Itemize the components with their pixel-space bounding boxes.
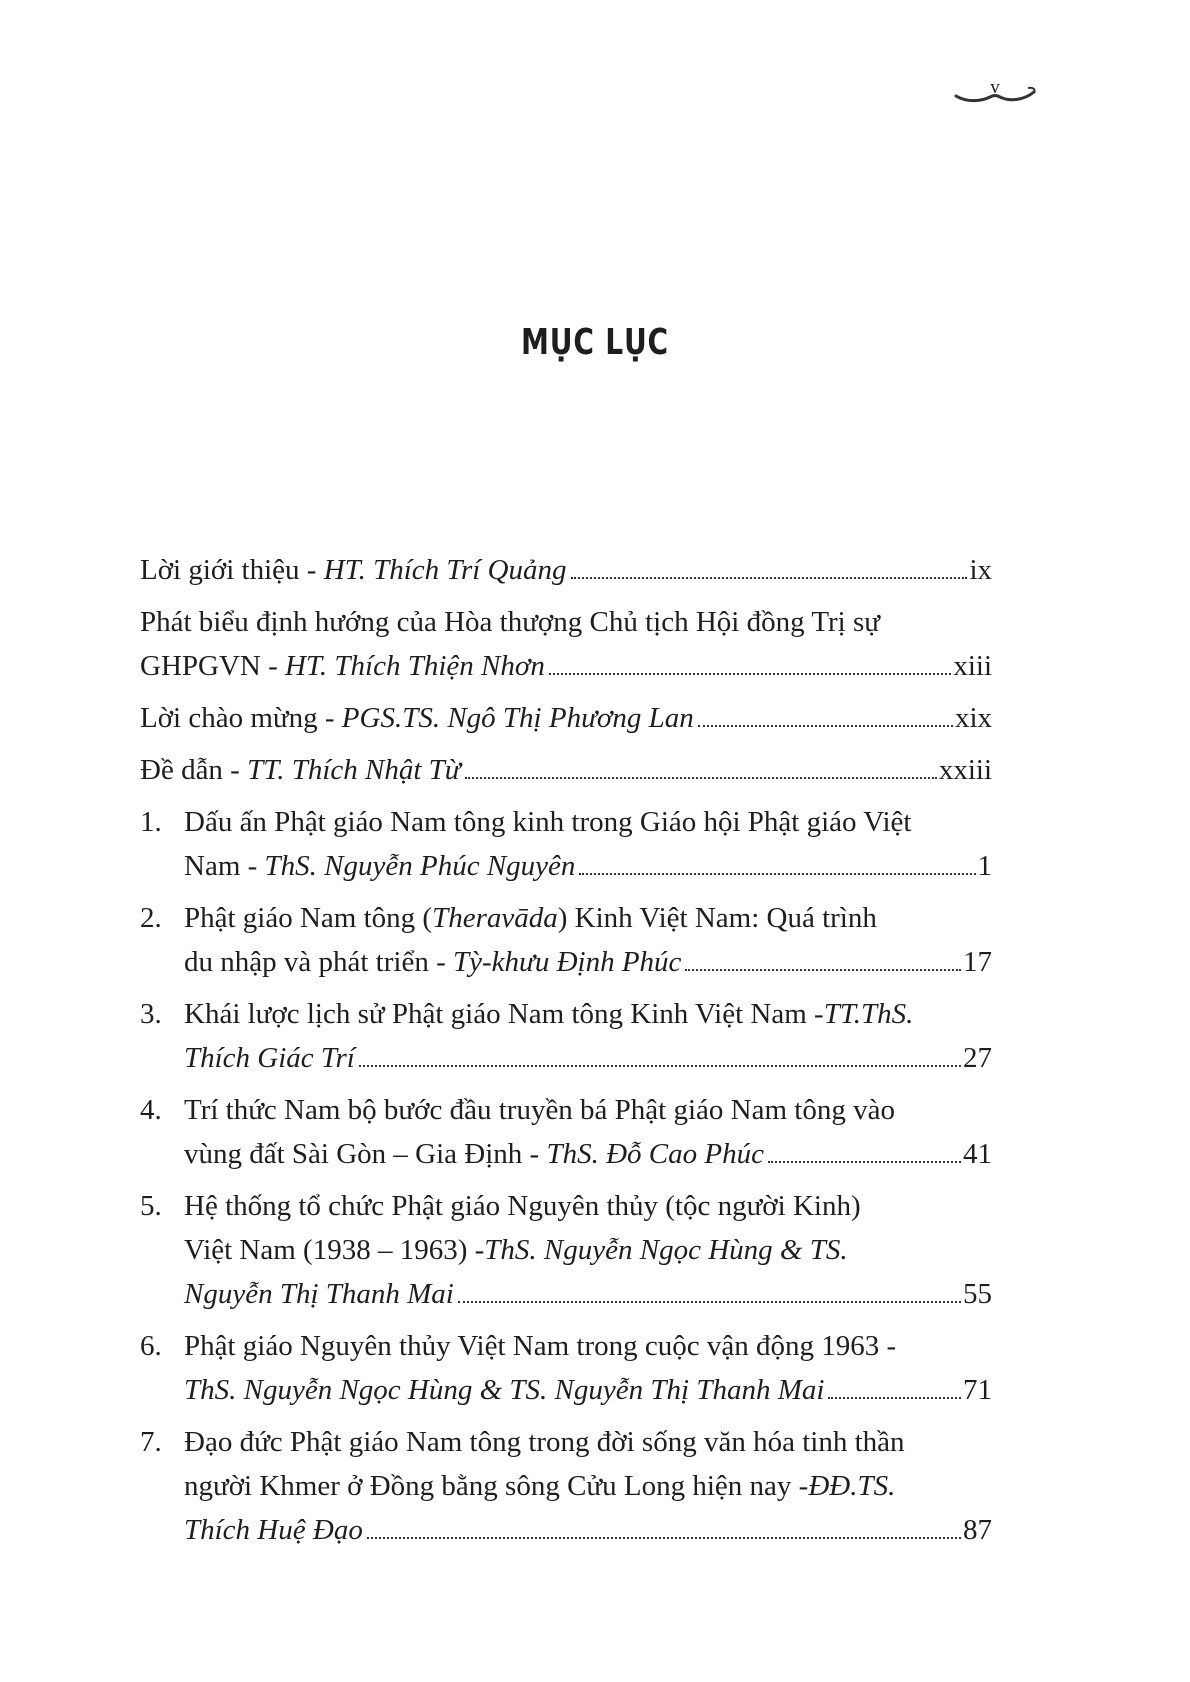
toc-entry-page: xix xyxy=(954,702,992,734)
toc-entry-number: 4. xyxy=(140,1094,162,1126)
toc-entry-author: Thích Huệ Đạo xyxy=(184,1514,363,1546)
toc-entry[interactable] xyxy=(140,992,992,1080)
page-number: v xyxy=(990,77,1000,98)
toc-entry-page: 41 xyxy=(963,1138,992,1170)
toc-entry-author: Nguyễn Thị Thanh Mai xyxy=(184,1278,454,1310)
toc-entry-last-line xyxy=(184,1508,992,1552)
toc-entry-number: 1. xyxy=(140,806,162,838)
toc-entry[interactable] xyxy=(140,748,992,792)
table-of-contents xyxy=(140,548,992,1552)
toc-entry-last-line xyxy=(140,696,992,740)
toc-entry-text-line: Phật giáo Nam tông ( Theravāda ) Kinh Việt Nam: Quá trình xyxy=(184,902,877,934)
toc-entry-page: xiii xyxy=(953,650,992,682)
toc-entry-title: Nam - xyxy=(184,850,265,882)
toc-entry-last-line xyxy=(184,1368,992,1412)
toc-entry-last-line xyxy=(184,940,992,984)
toc-entry-last-line xyxy=(140,548,992,592)
toc-entry-text-line: Trí thức Nam bộ bước đầu truyền bá Phật giáo Nam tông vào xyxy=(184,1094,895,1126)
toc-entry-author: PGS.TS. Ngô Thị Phương Lan xyxy=(341,702,694,734)
toc-entry[interactable] xyxy=(140,548,992,592)
toc-entry-author: Thích Giác Trí xyxy=(184,1042,355,1074)
toc-entry-title: vùng đất Sài Gòn – Gia Định - xyxy=(184,1138,547,1170)
toc-entry-number: 5. xyxy=(140,1190,162,1222)
toc-entry-title: GHPGVN - xyxy=(140,650,285,682)
dot-leader xyxy=(579,873,975,875)
toc-entry-author: TT. Thích Nhật Từ xyxy=(247,754,461,786)
toc-entry-number: 6. xyxy=(140,1330,162,1362)
toc-entry-text-line: Đạo đức Phật giáo Nam tông trong đời sống văn hóa tinh thần xyxy=(184,1426,905,1458)
toc-entry[interactable] xyxy=(140,800,992,888)
toc-entry[interactable] xyxy=(140,600,992,688)
toc-entry[interactable] xyxy=(140,696,992,740)
toc-entry[interactable] xyxy=(140,896,992,984)
toc-entry-page: 71 xyxy=(963,1374,992,1406)
toc-entry[interactable] xyxy=(140,1420,992,1552)
dot-leader xyxy=(549,673,951,675)
toc-entry-title: du nhập và phát triển - xyxy=(184,946,453,978)
toc-entry-text-line: Hệ thống tổ chức Phật giáo Nguyên thủy (tộc người Kinh) xyxy=(184,1190,861,1222)
toc-entry-last-line xyxy=(184,1272,992,1316)
toc-entry-author: HT. Thích Thiện Nhơn xyxy=(285,650,545,682)
dot-leader xyxy=(465,777,937,779)
toc-entry-text-line: Khái lược lịch sử Phật giáo Nam tông Kinh Việt Nam - TT.ThS. xyxy=(184,998,914,1030)
toc-entry-text-line: Phật giáo Nguyên thủy Việt Nam trong cuộc vận động 1963 - xyxy=(184,1330,897,1362)
toc-entry-number: 2. xyxy=(140,902,162,934)
toc-entry-page: 87 xyxy=(963,1514,992,1546)
toc-entry-text-line: Dấu ấn Phật giáo Nam tông kinh trong Giáo hội Phật giáo Việt xyxy=(184,806,912,838)
toc-entry-last-line xyxy=(184,1132,992,1176)
toc-entry-text-line: Việt Nam (1938 – 1963) - ThS. Nguyễn Ngọc Hùng & TS. xyxy=(184,1234,848,1266)
toc-entry-author: ThS. Nguyễn Phúc Nguyên xyxy=(264,850,576,882)
toc-entry-number: 3. xyxy=(140,998,162,1030)
toc-entry-author: ThS. Nguyễn Ngọc Hùng & TS. Nguyễn Thị Thanh Mai xyxy=(184,1374,825,1406)
toc-entry-text-line: người Khmer ở Đồng bằng sông Cửu Long hiện nay - ĐĐ.TS. xyxy=(184,1470,896,1502)
dot-leader xyxy=(359,1065,961,1067)
dot-leader xyxy=(698,725,953,727)
toc-entry-page: 55 xyxy=(963,1278,992,1310)
dot-leader xyxy=(828,1397,961,1399)
dot-leader xyxy=(571,577,968,579)
toc-entry[interactable] xyxy=(140,1184,992,1316)
toc-entry-title: Đề dẫn - xyxy=(140,754,248,786)
toc-entry-title: Lời giới thiệu - xyxy=(140,554,324,586)
toc-entry-last-line xyxy=(140,644,992,688)
toc-entry-author: ThS. Đỗ Cao Phúc xyxy=(546,1138,764,1170)
dot-leader xyxy=(768,1161,961,1163)
page-title: MỤC LỤC xyxy=(521,322,669,363)
toc-entry-text-line: Phát biểu định hướng của Hòa thượng Chủ tịch Hội đồng Trị sự xyxy=(140,606,880,638)
dot-leader xyxy=(685,969,961,971)
toc-entry[interactable] xyxy=(140,1088,992,1176)
toc-entry-last-line xyxy=(184,844,992,888)
toc-entry-page: 27 xyxy=(963,1042,992,1074)
toc-entry-last-line xyxy=(184,1036,992,1080)
toc-entry[interactable] xyxy=(140,1324,992,1412)
page-number-ornament xyxy=(950,78,1040,108)
toc-entry-author: Tỳ-khưu Định Phúc xyxy=(452,946,682,978)
toc-entry-last-line xyxy=(140,748,992,792)
toc-entry-page: ix xyxy=(969,554,992,586)
toc-entry-author: HT. Thích Trí Quảng xyxy=(323,554,567,586)
toc-entry-page: 1 xyxy=(977,850,992,882)
toc-entry-title: Lời chào mừng - xyxy=(140,702,342,734)
toc-entry-page: xxiii xyxy=(938,754,992,786)
toc-entry-page: 17 xyxy=(963,946,992,978)
dot-leader xyxy=(458,1301,961,1303)
dot-leader xyxy=(367,1537,961,1539)
toc-entry-number: 7. xyxy=(140,1426,162,1458)
